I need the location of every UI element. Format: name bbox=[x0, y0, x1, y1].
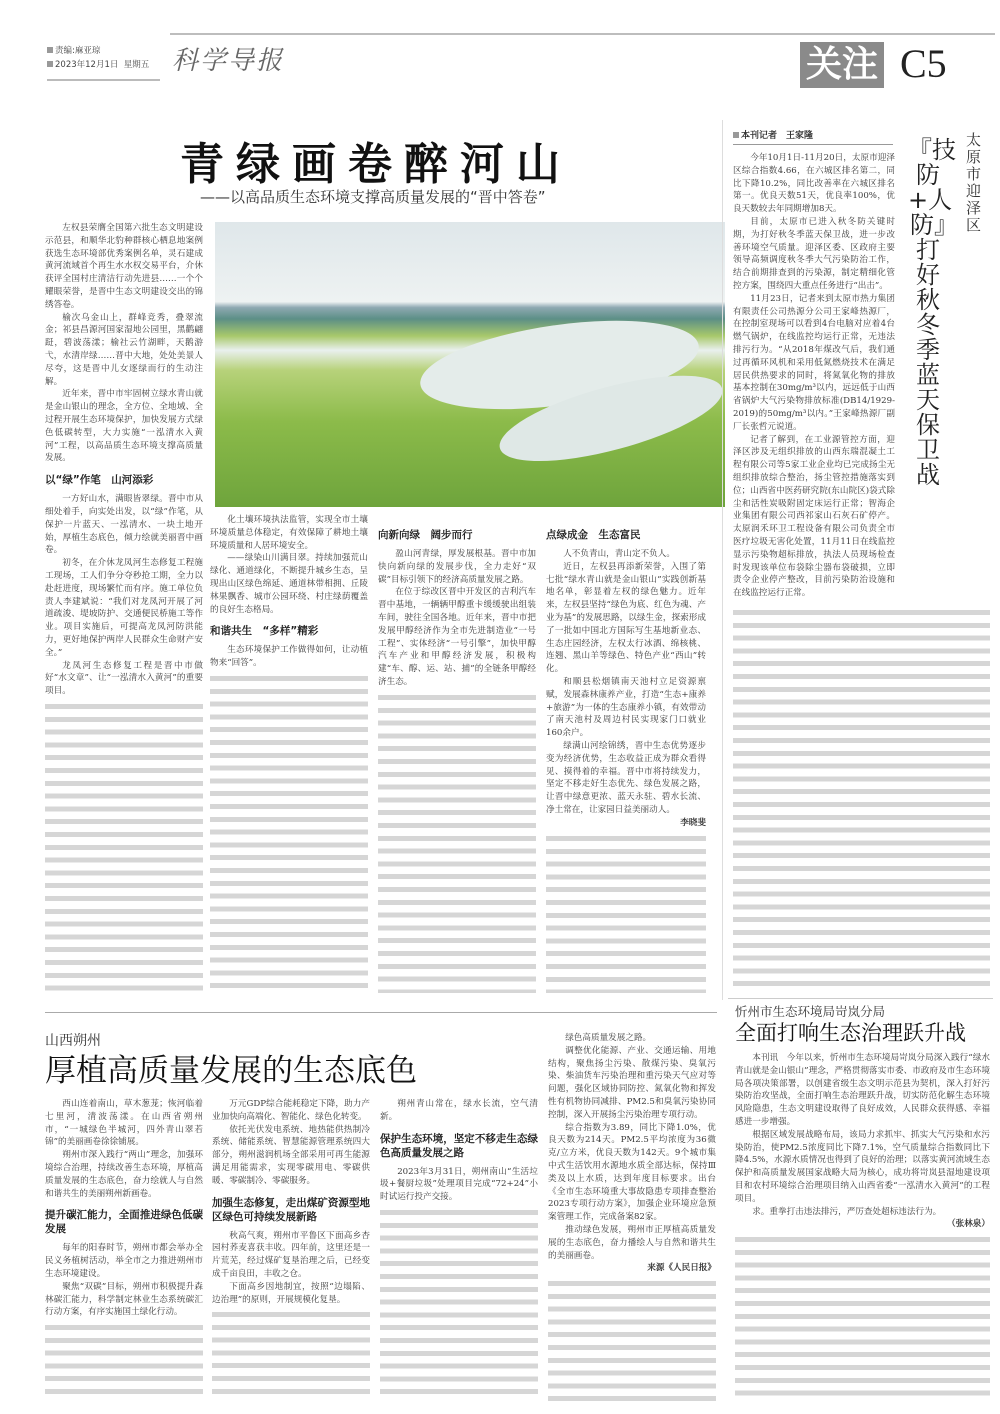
paragraph: 依托光伏发电系统、地热能供热制冷系统、储能系统、智慧能源管理系统四大部分，朔州滋润机场全部采用可再生能源满足用能需求，实现零碳用电、零碳供暖、零碳制冷、零碳服务。 bbox=[212, 1124, 370, 1186]
lower-col-2 bbox=[212, 1098, 370, 1403]
side-body bbox=[733, 152, 895, 600]
paragraph: ——绿染山川满目翠。持续加强荒山绿化、通道绿化，不断提升城乡生态，呈现出山区绿色绵延、通道林带相拥、丘陵林果飘香、城市公园环绕、村庄绿荫覆盖的良好生态格局。 bbox=[210, 553, 368, 615]
subheading: 加强生态修复，走出煤矿资源型地区绿色可持续发展新路 bbox=[212, 1196, 370, 1223]
main-col-3 bbox=[378, 520, 536, 995]
subheading: 保护生态环境，坚定不移走生态绿色高质量发展之路 bbox=[380, 1132, 538, 1159]
paragraph: 近日，左权县再添新荣誉，入围了第七批“绿水青山就是金山银山”实践创新基地名单，彰显着左权的绿色魅力。近年来，左权县坚持“绿色为底、红色为魂、产业为基”的发展思路，以绿生金，探索形成了一批如中国北方国际写生基地新业态、生态庄园经济，左权太行冰酒、绵核桃、连翘、黑山羊等绿色、特色产业“西山”转化。 bbox=[546, 561, 706, 675]
paragraph: 下面高乡因地制宜，按照“边塌陷、边治理”的原则，开展规模化复垦。 bbox=[212, 1281, 370, 1305]
paragraph: 本刊讯 今年以来，忻州市生态环境局岢岚分局深入践行“绿水青山就是金山银山”理念，严格贯彻落实市委、市政府及市生态环境局各项决策部署，以创建省级生态文明示范县为契机，深入打好污染防治攻坚战，全面打响生态治理跃升战，切实防范化解生态环境风险隐患，生态文明建设取得了良好成效，人民群众获得感、幸福感进一步增强。 bbox=[735, 1053, 990, 1127]
column-divider bbox=[722, 120, 723, 1000]
paragraph: 生态环境保护工作做得如何，让动植物来“回答”。 bbox=[210, 645, 368, 669]
text-lines bbox=[546, 832, 706, 993]
paragraph: 万元GDP综合能耗稳定下降，助力产业加快向高端化、智能化、绿色化转变。 bbox=[212, 1099, 370, 1122]
section-box bbox=[800, 42, 884, 88]
subheading: 向新向绿 阔步而行 bbox=[378, 529, 473, 541]
paragraph: 今年10月1日-11月20日，太原市迎泽区综合指数4.66，在六城区排名第二，同比下降10.2%，同比改善率在六城区排名第一。优良天数51天，优良率100%，优良天数较去年同期增加8天。 bbox=[733, 153, 895, 215]
side-body-continued bbox=[733, 606, 990, 986]
paragraph: 绿满山河绘锦绣，晋中生态优势逐步变为经济优势，生态收益正成为群众看得见、摸得着的幸福。晋中市将持续发力，坚定不移走好生态优先、绿色发展之路，让晋中绿意更浓、蓝天永驻、碧水长流、净土常在，让家园日益美丽动人。 bbox=[546, 740, 706, 815]
paragraph: 初冬，在介休龙凤河生态修复工程施工现场，工人们争分夺秒抢工期，全力以赴赶进度，现场繁忙而有序。施工单位负责人李建斌说：“我们对龙凤河开展了河道疏浚、堤坡防护、交通便民桥施工等作业。项目实施后，可提高龙凤河防洪能力，更好地保护两岸人民群众生命财产安全。” bbox=[45, 558, 203, 658]
text-lines bbox=[212, 1308, 370, 1401]
subheading: 提升碳汇能力，全面推进绿色低碳发展 bbox=[45, 1209, 203, 1236]
subheading: 和谐共生 “多样”精彩 bbox=[210, 625, 319, 638]
byline-text: 本刊记者 王家隆 bbox=[741, 131, 814, 141]
paragraph: 目前，太原市已进入秋冬防关键时期，为打好秋冬季蓝天保卫战，进一步改善环境空气质量。迎泽区委、区政府主要领导高频调度秋冬季大气污染防治工作，结合前期排查到的污染源，制定精细化管控方案，围绕四大重点任务进行“出击”。 bbox=[733, 216, 895, 291]
paragraph: 盈山河青绿，厚发展根基。晋中市加快向新向绿的发展步伐，全力走好“双碳”目标引领下的经济高质量发展之路。 bbox=[378, 549, 536, 585]
article-subtitle: ——以高品质生态环境支撑高质量发展的“晋中答卷” bbox=[200, 188, 546, 206]
top-rule bbox=[170, 33, 995, 35]
side-title: 『技防+人防』打好秋冬季蓝天保卫战 bbox=[908, 136, 956, 489]
paragraph: 人不负青山，青山定不负人。 bbox=[563, 549, 675, 559]
paragraph: 调整优化能源、产业、交通运输、用地结构，聚焦扬尘污染、散煤污染、臭氧污染、柴油货车污染治理和重污染天气应对等问题，强化区域协同防控、氮氧化物和挥发性有机物协同减排、PM2.5和臭氧污染协同控制，深入开展扬尘污染治理专项行动。 bbox=[548, 1045, 716, 1120]
text-lines bbox=[45, 700, 203, 992]
text-lines bbox=[210, 672, 368, 992]
paragraph: 求。重拳打击违法排污，严厉查处超标违法行为。 bbox=[752, 1206, 942, 1217]
paragraph: 左权县荣膺全国第六批生态文明建设示范县，和顺华北豹种群核心栖息地案例获选生态环境部优秀案例名单，灵石建成黄河流域首个再生水水权交易平台，介休获评全国村庄清洁行动先进县……一个个耀眼荣誉，是晋中生态文明建设交出的锦绣答卷。 bbox=[45, 223, 203, 310]
paragraph: 和顺县松烟镇南天池村立足资源禀赋，发展森林康养产业，打造“生态+康养+旅游”为一体的生态康养小镇，有效带动了南天池村及周边村民实现家门口就业160余户。 bbox=[546, 676, 706, 739]
author-signature: 李晓斐 bbox=[680, 817, 706, 828]
brief-title: 全面打响生态治理跃升战 bbox=[735, 1021, 966, 1045]
paragraph: 化土壤环境执法监管，实现全市土壤环境质量总体稳定，有效保障了耕地土壤环境质量和人居环境安全。 bbox=[210, 515, 368, 551]
paragraph: 绿色高质量发展之路。 bbox=[565, 1033, 652, 1043]
brief-kicker: 忻州市生态环境局岢岚分局 bbox=[735, 1004, 886, 1019]
text-lines bbox=[548, 1277, 716, 1402]
section-label: 关注 bbox=[805, 44, 878, 85]
text-lines bbox=[45, 1321, 203, 1401]
brief-divider bbox=[728, 998, 993, 999]
masthead-logo: 科学导报 bbox=[172, 46, 285, 76]
main-col-2 bbox=[210, 514, 368, 994]
lower-col-3 bbox=[380, 1098, 538, 1403]
subheading: 以“绿”作笔 山河添彩 bbox=[45, 474, 154, 487]
paragraph: 朔州市深入践行“两山”理念，加强环境综合治理，持续改善生态环境，厚植高质量发展的生态底色，奋力绘就人与自然和谐共生的美丽朔州新画卷。 bbox=[45, 1150, 203, 1199]
paragraph: 每年的阳春时节，朔州市都会举办全民义务植树活动，举全市之力推进朔州市生态环境建设。 bbox=[45, 1243, 203, 1279]
paragraph: 综合指数为3.89，同比下降1.0%，优良天数为214天。PM2.5平均浓度为36微克/立方米，优良天数为142天。9个城市集中式生活饮用水源地水质全部达标，保持Ⅲ类及以上水质，达到年度目标要求。出台《全市生态环境重大事故隐患专项排查整治2023专项行动方案》，加强企业环境应急预案管理工作，完成备案82家。 bbox=[548, 1122, 716, 1223]
lower-col-1 bbox=[45, 1098, 203, 1403]
paragraph: 在位于综改区晋中开发区的吉利汽车晋中基地，一辆辆甲醇重卡缓缓驶出组装车间，驶往全国各地。近年来，晋中市把发展甲醇经济作为全市先进制造业“一号工程”、实体经济“一号引擎”，加快甲醇汽车产业和甲醇经济发展，积极构建“车、醇、运、站、捕”的全链条甲醇经济生态。 bbox=[378, 587, 536, 687]
paragraph: 龙凤河生态修复工程是晋中市做好“水文章”、让“一泓清水入黄河”的重要项目。 bbox=[45, 660, 203, 697]
paragraph: 根据区域发展战略布局，该局力求抓牢、抓实大气污染和水污染防治，使PM2.5浓度同比下降7.1%，空气质量综合指数同比下降4.5%，水源水质情况也得到了良好的治理；以落实黄河流域生态保护和高质量发展国家战略大局为核心，成功将岢岚县湿地建设项目和农村环境综合治理项目纳入山西省委“一泓清水入黄河”的工程项目。 bbox=[735, 1129, 990, 1204]
lower-col-4 bbox=[548, 1032, 716, 1404]
author-signature: （张林泉） bbox=[947, 1219, 990, 1230]
main-col-4 bbox=[546, 520, 706, 995]
lower-rule bbox=[45, 1012, 717, 1013]
lower-kicker: 山西朔州 bbox=[45, 1033, 101, 1049]
paragraph: 西山连着南山，草木葱茏；恢河临着七里河，清波荡漾。在山西省朔州市，“一城绿色半城河，四外青山翠若锦”的美丽画卷徐徐铺展。 bbox=[45, 1099, 203, 1148]
weekday: 星期五 bbox=[123, 60, 150, 70]
page-number: C5 bbox=[900, 41, 947, 86]
header-meta bbox=[47, 44, 149, 72]
paragraph: 榆次乌金山上，群峰竞秀，叠翠流金；祁县昌源河国家湿地公园里，黑鹳翩跹，碧波荡漾；榆社云竹湖畔，天鹅游弋，水清岸绿……晋中大地，处处美景人尽夸，这是晋中儿女逐绿而行的生动注解。 bbox=[45, 312, 203, 387]
editor: 责编:麻亚琼 bbox=[55, 46, 101, 56]
text-lines bbox=[735, 1233, 990, 1402]
date: 2023年12月1日 bbox=[55, 60, 119, 70]
landscape-photo bbox=[215, 222, 725, 507]
main-col-1 bbox=[45, 222, 203, 994]
paragraph: 朔州青山常在，绿水长流，空气清新。 bbox=[380, 1099, 538, 1122]
author-signature: 来源《人民日报》 bbox=[647, 1263, 716, 1274]
paragraph: 记者了解到，在工业源管控方面，迎泽区涉及无组织排放的山西东瑞混凝土工程有限公司等5家工业企业均已完成扬尘无组织排放综合整治，扬尘管控措施落实到位；山西省中医药研究院(东山院区)袋式除尘和活性炭吸附固定床运行正常；智海企业集团有限公司西祁家山石灰石矿停产。太原润禾环卫工程设备有限公司负责全市医疗垃圾无害化处置，11月11日在线监控显示污染物超标排放，执法人员现场检查时发现该单位布袋除尘器布袋破损，立即责令企业停产整改，目前污染防治设施和在线监控运行正常。 bbox=[733, 434, 895, 599]
paragraph: 秋高气爽，朔州市平鲁区下面高乡杏园村荞麦喜获丰收。四年前，这里还是一片荒芜，经过煤矿复垦治理之后，已经变成千亩良田，丰收之仓。 bbox=[212, 1230, 370, 1279]
text-lines bbox=[378, 691, 536, 993]
subheading: 点绿成金 生态富民 bbox=[546, 529, 641, 541]
paragraph: 聚焦“双碳”目标，朔州市积极提升森林碳汇能力，科学制定林业生态系统碳汇行动方案，有序实施国土绿化行动。 bbox=[45, 1281, 203, 1318]
paragraph: 一方好山水，满眼皆翠绿。晋中市从细处着手，向实处出发，以“绿”作笔，从保护一片蓝天、一泓清水、一块土地开始，厚植生态底色，倾力绘就美丽晋中画卷。 bbox=[45, 494, 203, 556]
lower-title: 厚植高质量发展的生态底色 bbox=[45, 1053, 417, 1089]
article-title: 青绿画卷醉河山 bbox=[180, 139, 572, 190]
side-kicker: 太原市迎泽区 bbox=[966, 131, 982, 234]
meta-underline bbox=[47, 79, 160, 81]
paragraph: 推动绿色发展，朔州市正厚植高质量发展的生态底色，奋力播绘人与自然和谐共生的美丽画卷。 bbox=[548, 1224, 716, 1261]
paragraph: 近年来，晋中市牢固树立绿水青山就是金山银山的理念，全方位、全地域、全过程开展生态环境保护，加快发展方式绿色低碳转型，大力实施“一泓清水入黄河”工程，以高品质生态环境支撑高质量发展。 bbox=[45, 389, 203, 464]
paragraph: 2023年3月31日，朔州南山“生活垃圾+餐厨垃圾”处理项目完成“72+24”小时试运行投产交接。 bbox=[380, 1166, 538, 1203]
side-byline bbox=[733, 128, 893, 145]
paragraph: 11月23日，记者来到太原市热力集团有限责任公司热源分公司王家峰热源厂，在控制室现场可以看到4台电脑对应着4台燃气锅炉，在线监控均运行正常，无违法排污行为。“从2018年煤改气后，我们通过再循环风机和采用低氮燃烧技术在满足居民供热要求的同时，将氮氧化物的排放基本控制在30mg/m³以内，远远低于山西省锅炉大气污染物排放标准(DB14/1929-2019)的50mg/m³以内。”王家峰热源厂副厂长张哲元说道。 bbox=[733, 293, 895, 432]
brief-body bbox=[735, 1052, 990, 1404]
text-lines bbox=[380, 1206, 538, 1401]
